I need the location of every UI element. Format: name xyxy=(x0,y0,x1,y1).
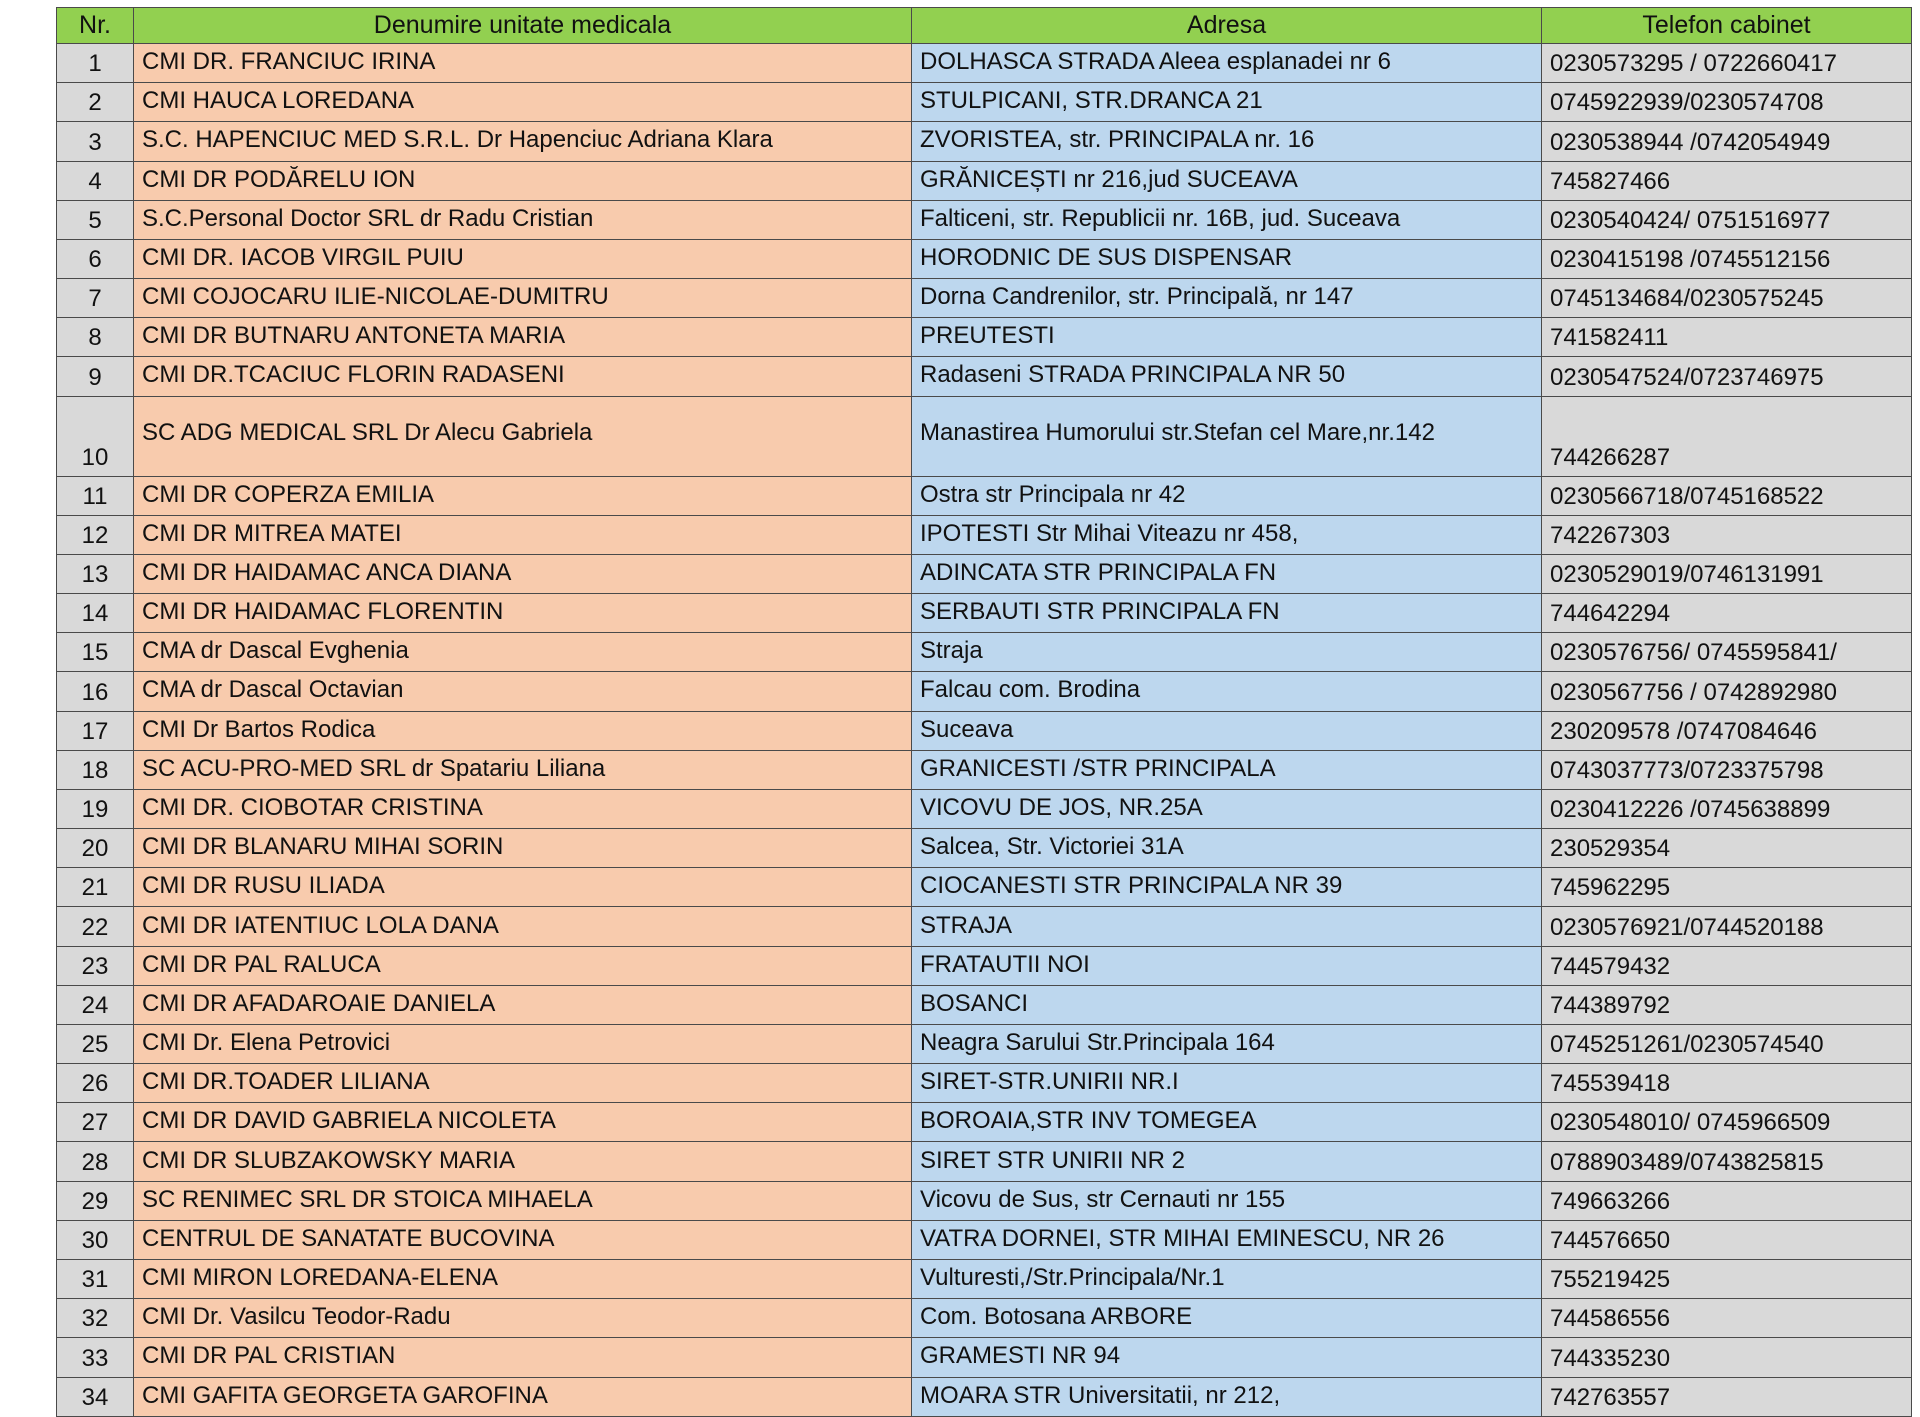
cell-nr[interactable]: 11 xyxy=(57,476,134,515)
cell-phone[interactable]: 745539418 xyxy=(1542,1064,1912,1103)
cell-address[interactable]: VICOVU DE JOS, NR.25A xyxy=(912,789,1542,828)
cell-phone[interactable]: 0230567756 / 0742892980 xyxy=(1542,672,1912,711)
cell-nr[interactable]: 27 xyxy=(57,1103,134,1142)
cell-phone[interactable]: 745962295 xyxy=(1542,868,1912,907)
cell-phone[interactable]: 0230415198 /0745512156 xyxy=(1542,239,1912,278)
table-row xyxy=(57,1377,1912,1416)
table-row xyxy=(57,396,1912,476)
medical-units-table xyxy=(56,7,1912,1417)
cell-address[interactable]: Neagra Sarului Str.Principala 164 xyxy=(912,1024,1542,1063)
cell-address[interactable]: STRAJA xyxy=(912,907,1542,946)
table-row xyxy=(57,633,1912,672)
cell-name[interactable]: CMA dr Dascal Octavian xyxy=(134,672,912,711)
table-row xyxy=(57,868,1912,907)
cell-address[interactable]: ZVORISTEA, str. PRINCIPALA nr. 16 xyxy=(912,122,1542,161)
cell-name[interactable]: S.C.Personal Doctor SRL dr Radu Cristian xyxy=(134,200,912,239)
cell-address[interactable]: Radaseni STRADA PRINCIPALA NR 50 xyxy=(912,357,1542,396)
cell-name[interactable]: CMA dr Dascal Evghenia xyxy=(134,633,912,672)
cell-address[interactable]: FRATAUTII NOI xyxy=(912,946,1542,985)
cell-nr[interactable]: 16 xyxy=(57,672,134,711)
cell-name[interactable]: CMI DR PODĂRELU ION xyxy=(134,161,912,200)
cell-address[interactable]: CIOCANESTI STR PRINCIPALA NR 39 xyxy=(912,868,1542,907)
cell-phone[interactable]: 0743037773/0723375798 xyxy=(1542,750,1912,789)
cell-name[interactable]: CMI DR. IACOB VIRGIL PUIU xyxy=(134,239,912,278)
cell-name[interactable]: CMI DR RUSU ILIADA xyxy=(134,868,912,907)
cell-nr[interactable]: 13 xyxy=(57,554,134,593)
cell-nr[interactable]: 32 xyxy=(57,1299,134,1338)
table-row xyxy=(57,1299,1912,1338)
cell-address[interactable]: GRANICESTI /STR PRINCIPALA xyxy=(912,750,1542,789)
table-row xyxy=(57,672,1912,711)
cell-phone[interactable]: 0788903489/0743825815 xyxy=(1542,1142,1912,1181)
cell-nr[interactable]: 26 xyxy=(57,1064,134,1103)
cell-address[interactable]: ADINCATA STR PRINCIPALA FN xyxy=(912,554,1542,593)
cell-phone[interactable]: 0745251261/0230574540 xyxy=(1542,1024,1912,1063)
table-row xyxy=(57,44,1912,83)
cell-name[interactable]: CMI COJOCARU ILIE-NICOLAE-DUMITRU xyxy=(134,279,912,318)
cell-name[interactable]: CMI DR HAIDAMAC FLORENTIN xyxy=(134,594,912,633)
cell-address[interactable]: SERBAUTI STR PRINCIPALA FN xyxy=(912,594,1542,633)
table-row xyxy=(57,476,1912,515)
cell-name[interactable]: SC ACU-PRO-MED SRL dr Spatariu Liliana xyxy=(134,750,912,789)
cell-name[interactable]: CENTRUL DE SANATATE BUCOVINA xyxy=(134,1220,912,1259)
cell-phone[interactable]: 744266287 xyxy=(1542,396,1912,476)
cell-nr[interactable]: 34 xyxy=(57,1377,134,1416)
cell-phone[interactable]: 0230576756/ 0745595841/ xyxy=(1542,633,1912,672)
cell-address[interactable]: DOLHASCA STRADA Aleea esplanadei nr 6 xyxy=(912,44,1542,83)
cell-phone[interactable]: 742267303 xyxy=(1542,515,1912,554)
cell-nr[interactable]: 8 xyxy=(57,318,134,357)
cell-address[interactable]: Salcea, Str. Victoriei 31A xyxy=(912,829,1542,868)
cell-address[interactable]: STULPICANI, STR.DRANCA 21 xyxy=(912,83,1542,122)
cell-phone[interactable]: 230209578 /0747084646 xyxy=(1542,711,1912,750)
cell-address[interactable]: PREUTESTI xyxy=(912,318,1542,357)
table-row xyxy=(57,554,1912,593)
cell-address[interactable]: Dorna Candrenilor, str. Principală, nr 147 xyxy=(912,279,1542,318)
table-row xyxy=(57,750,1912,789)
cell-address[interactable]: MOARA STR Universitatii, nr 212, xyxy=(912,1377,1542,1416)
cell-nr[interactable]: 9 xyxy=(57,357,134,396)
table-row xyxy=(57,907,1912,946)
cell-name[interactable]: CMI DR.TCACIUC FLORIN RADASENI xyxy=(134,357,912,396)
table-row xyxy=(57,279,1912,318)
cell-phone[interactable]: 755219425 xyxy=(1542,1259,1912,1298)
table-row xyxy=(57,1338,1912,1377)
cell-nr[interactable]: 7 xyxy=(57,279,134,318)
cell-name[interactable]: SC ADG MEDICAL SRL Dr Alecu Gabriela xyxy=(134,396,912,476)
cell-name[interactable]: CMI DR BLANARU MIHAI SORIN xyxy=(134,829,912,868)
table-row xyxy=(57,594,1912,633)
cell-address[interactable]: Ostra str Principala nr 42 xyxy=(912,476,1542,515)
cell-address[interactable]: SIRET-STR.UNIRII NR.I xyxy=(912,1064,1542,1103)
cell-phone[interactable]: 0230547524/0723746975 xyxy=(1542,357,1912,396)
cell-nr[interactable]: 14 xyxy=(57,594,134,633)
cell-nr[interactable]: 2 xyxy=(57,83,134,122)
cell-name[interactable]: CMI DR IATENTIUC LOLA DANA xyxy=(134,907,912,946)
header-phone[interactable]: Telefon cabinet xyxy=(1542,8,1912,44)
cell-phone[interactable]: 0230412226 /0745638899 xyxy=(1542,789,1912,828)
cell-name[interactable]: CMI Dr. Vasilcu Teodor-Radu xyxy=(134,1299,912,1338)
cell-name[interactable]: CMI DR.TOADER LILIANA xyxy=(134,1064,912,1103)
cell-name[interactable]: CMI DR PAL CRISTIAN xyxy=(134,1338,912,1377)
cell-name[interactable]: CMI DR BUTNARU ANTONETA MARIA xyxy=(134,318,912,357)
cell-nr[interactable]: 21 xyxy=(57,868,134,907)
table-row xyxy=(57,122,1912,161)
table-row xyxy=(57,985,1912,1024)
cell-nr[interactable]: 1 xyxy=(57,44,134,83)
cell-nr[interactable]: 18 xyxy=(57,750,134,789)
table-row xyxy=(57,1103,1912,1142)
cell-phone[interactable]: 744576650 xyxy=(1542,1220,1912,1259)
cell-nr[interactable]: 24 xyxy=(57,985,134,1024)
cell-phone[interactable]: 0230548010/ 0745966509 xyxy=(1542,1103,1912,1142)
cell-name[interactable]: CMI HAUCA LOREDANA xyxy=(134,83,912,122)
cell-nr[interactable]: 17 xyxy=(57,711,134,750)
cell-name[interactable]: CMI GAFITA GEORGETA GAROFINA xyxy=(134,1377,912,1416)
table-row xyxy=(57,200,1912,239)
table-row xyxy=(57,161,1912,200)
cell-nr[interactable]: 6 xyxy=(57,239,134,278)
cell-phone[interactable]: 0230540424/ 0751516977 xyxy=(1542,200,1912,239)
cell-address[interactable]: Straja xyxy=(912,633,1542,672)
cell-phone[interactable]: 0230538944 /0742054949 xyxy=(1542,122,1912,161)
cell-address[interactable]: BOROAIA,STR INV TOMEGEA xyxy=(912,1103,1542,1142)
cell-name[interactable]: CMI Dr. Elena Petrovici xyxy=(134,1024,912,1063)
table-body xyxy=(57,44,1912,1417)
cell-name[interactable]: SC RENIMEC SRL DR STOICA MIHAELA xyxy=(134,1181,912,1220)
cell-nr[interactable]: 20 xyxy=(57,829,134,868)
cell-name[interactable]: CMI DR SLUBZAKOWSKY MARIA xyxy=(134,1142,912,1181)
cell-phone[interactable]: 0230576921/0744520188 xyxy=(1542,907,1912,946)
cell-phone[interactable]: 744642294 xyxy=(1542,594,1912,633)
cell-name[interactable]: CMI MIRON LOREDANA-ELENA xyxy=(134,1259,912,1298)
cell-name[interactable]: S.C. HAPENCIUC MED S.R.L. Dr Hapenciuc Adriana Klara xyxy=(134,122,912,161)
cell-phone[interactable]: 0745922939/0230574708 xyxy=(1542,83,1912,122)
cell-address[interactable]: GRAMESTI NR 94 xyxy=(912,1338,1542,1377)
cell-nr[interactable]: 22 xyxy=(57,907,134,946)
table-row xyxy=(57,318,1912,357)
cell-nr[interactable]: 28 xyxy=(57,1142,134,1181)
cell-address[interactable]: HORODNIC DE SUS DISPENSAR xyxy=(912,239,1542,278)
cell-address[interactable]: Falticeni, str. Republicii nr. 16B, jud. Suceava xyxy=(912,200,1542,239)
cell-phone[interactable]: 744586556 xyxy=(1542,1299,1912,1338)
cell-nr[interactable]: 12 xyxy=(57,515,134,554)
table-row xyxy=(57,1142,1912,1181)
cell-nr[interactable]: 31 xyxy=(57,1259,134,1298)
cell-address[interactable]: Vulturesti,/Str.Principala/Nr.1 xyxy=(912,1259,1542,1298)
cell-address[interactable]: Vicovu de Sus, str Cernauti nr 155 xyxy=(912,1181,1542,1220)
cell-nr[interactable]: 23 xyxy=(57,946,134,985)
cell-nr[interactable]: 4 xyxy=(57,161,134,200)
cell-address[interactable]: VATRA DORNEI, STR MIHAI EMINESCU, NR 26 xyxy=(912,1220,1542,1259)
table-row xyxy=(57,1064,1912,1103)
cell-phone[interactable]: 0230573295 / 0722660417 xyxy=(1542,44,1912,83)
cell-phone[interactable]: 230529354 xyxy=(1542,829,1912,868)
table-row xyxy=(57,829,1912,868)
cell-nr[interactable]: 30 xyxy=(57,1220,134,1259)
table-row xyxy=(57,515,1912,554)
cell-phone[interactable]: 0230566718/0745168522 xyxy=(1542,476,1912,515)
cell-address[interactable]: IPOTESTI Str Mihai Viteazu nr 458, xyxy=(912,515,1542,554)
header-nr[interactable]: Nr. xyxy=(57,8,134,44)
table-row xyxy=(57,1181,1912,1220)
cell-nr[interactable]: 29 xyxy=(57,1181,134,1220)
table-row xyxy=(57,711,1912,750)
cell-address[interactable]: GRĂNICEȘTI nr 216,jud SUCEAVA xyxy=(912,161,1542,200)
cell-phone[interactable]: 749663266 xyxy=(1542,1181,1912,1220)
table-header xyxy=(57,8,1912,44)
cell-nr[interactable]: 5 xyxy=(57,200,134,239)
cell-phone[interactable]: 742763557 xyxy=(1542,1377,1912,1416)
table-row xyxy=(57,357,1912,396)
cell-phone[interactable]: 0745134684/0230575245 xyxy=(1542,279,1912,318)
cell-nr[interactable]: 33 xyxy=(57,1338,134,1377)
cell-address[interactable]: Com. Botosana ARBORE xyxy=(912,1299,1542,1338)
cell-nr[interactable]: 15 xyxy=(57,633,134,672)
cell-name[interactable]: CMI Dr Bartos Rodica xyxy=(134,711,912,750)
cell-nr[interactable]: 10 xyxy=(57,396,134,476)
cell-phone[interactable]: 744335230 xyxy=(1542,1338,1912,1377)
cell-phone[interactable]: 741582411 xyxy=(1542,318,1912,357)
cell-phone[interactable]: 0230529019/0746131991 xyxy=(1542,554,1912,593)
cell-phone[interactable]: 745827466 xyxy=(1542,161,1912,200)
cell-nr[interactable]: 3 xyxy=(57,122,134,161)
cell-address[interactable]: BOSANCI xyxy=(912,985,1542,1024)
table-row xyxy=(57,1220,1912,1259)
table-row xyxy=(57,946,1912,985)
cell-name[interactable]: CMI DR COPERZA EMILIA xyxy=(134,476,912,515)
cell-name[interactable]: CMI DR HAIDAMAC ANCA DIANA xyxy=(134,554,912,593)
cell-nr[interactable]: 19 xyxy=(57,789,134,828)
cell-name[interactable]: CMI DR. FRANCIUC IRINA xyxy=(134,44,912,83)
cell-phone[interactable]: 744389792 xyxy=(1542,985,1912,1024)
cell-phone[interactable]: 744579432 xyxy=(1542,946,1912,985)
table-row xyxy=(57,1024,1912,1063)
table-row xyxy=(57,1259,1912,1298)
table-row xyxy=(57,789,1912,828)
cell-address[interactable]: Manastirea Humorului str.Stefan cel Mare,nr.142 xyxy=(912,396,1542,476)
header-address[interactable]: Adresa xyxy=(912,8,1542,44)
cell-address[interactable]: SIRET STR UNIRII NR 2 xyxy=(912,1142,1542,1181)
cell-name[interactable]: CMI DR AFADAROAIE DANIELA xyxy=(134,985,912,1024)
cell-name[interactable]: CMI DR DAVID GABRIELA NICOLETA xyxy=(134,1103,912,1142)
header-row xyxy=(57,8,1912,44)
cell-nr[interactable]: 25 xyxy=(57,1024,134,1063)
cell-name[interactable]: CMI DR PAL RALUCA xyxy=(134,946,912,985)
cell-name[interactable]: CMI DR. CIOBOTAR CRISTINA xyxy=(134,789,912,828)
table-row xyxy=(57,83,1912,122)
cell-address[interactable]: Falcau com. Brodina xyxy=(912,672,1542,711)
cell-name[interactable]: CMI DR MITREA MATEI xyxy=(134,515,912,554)
table-row xyxy=(57,239,1912,278)
cell-address[interactable]: Suceava xyxy=(912,711,1542,750)
header-name[interactable]: Denumire unitate medicala xyxy=(134,8,912,44)
